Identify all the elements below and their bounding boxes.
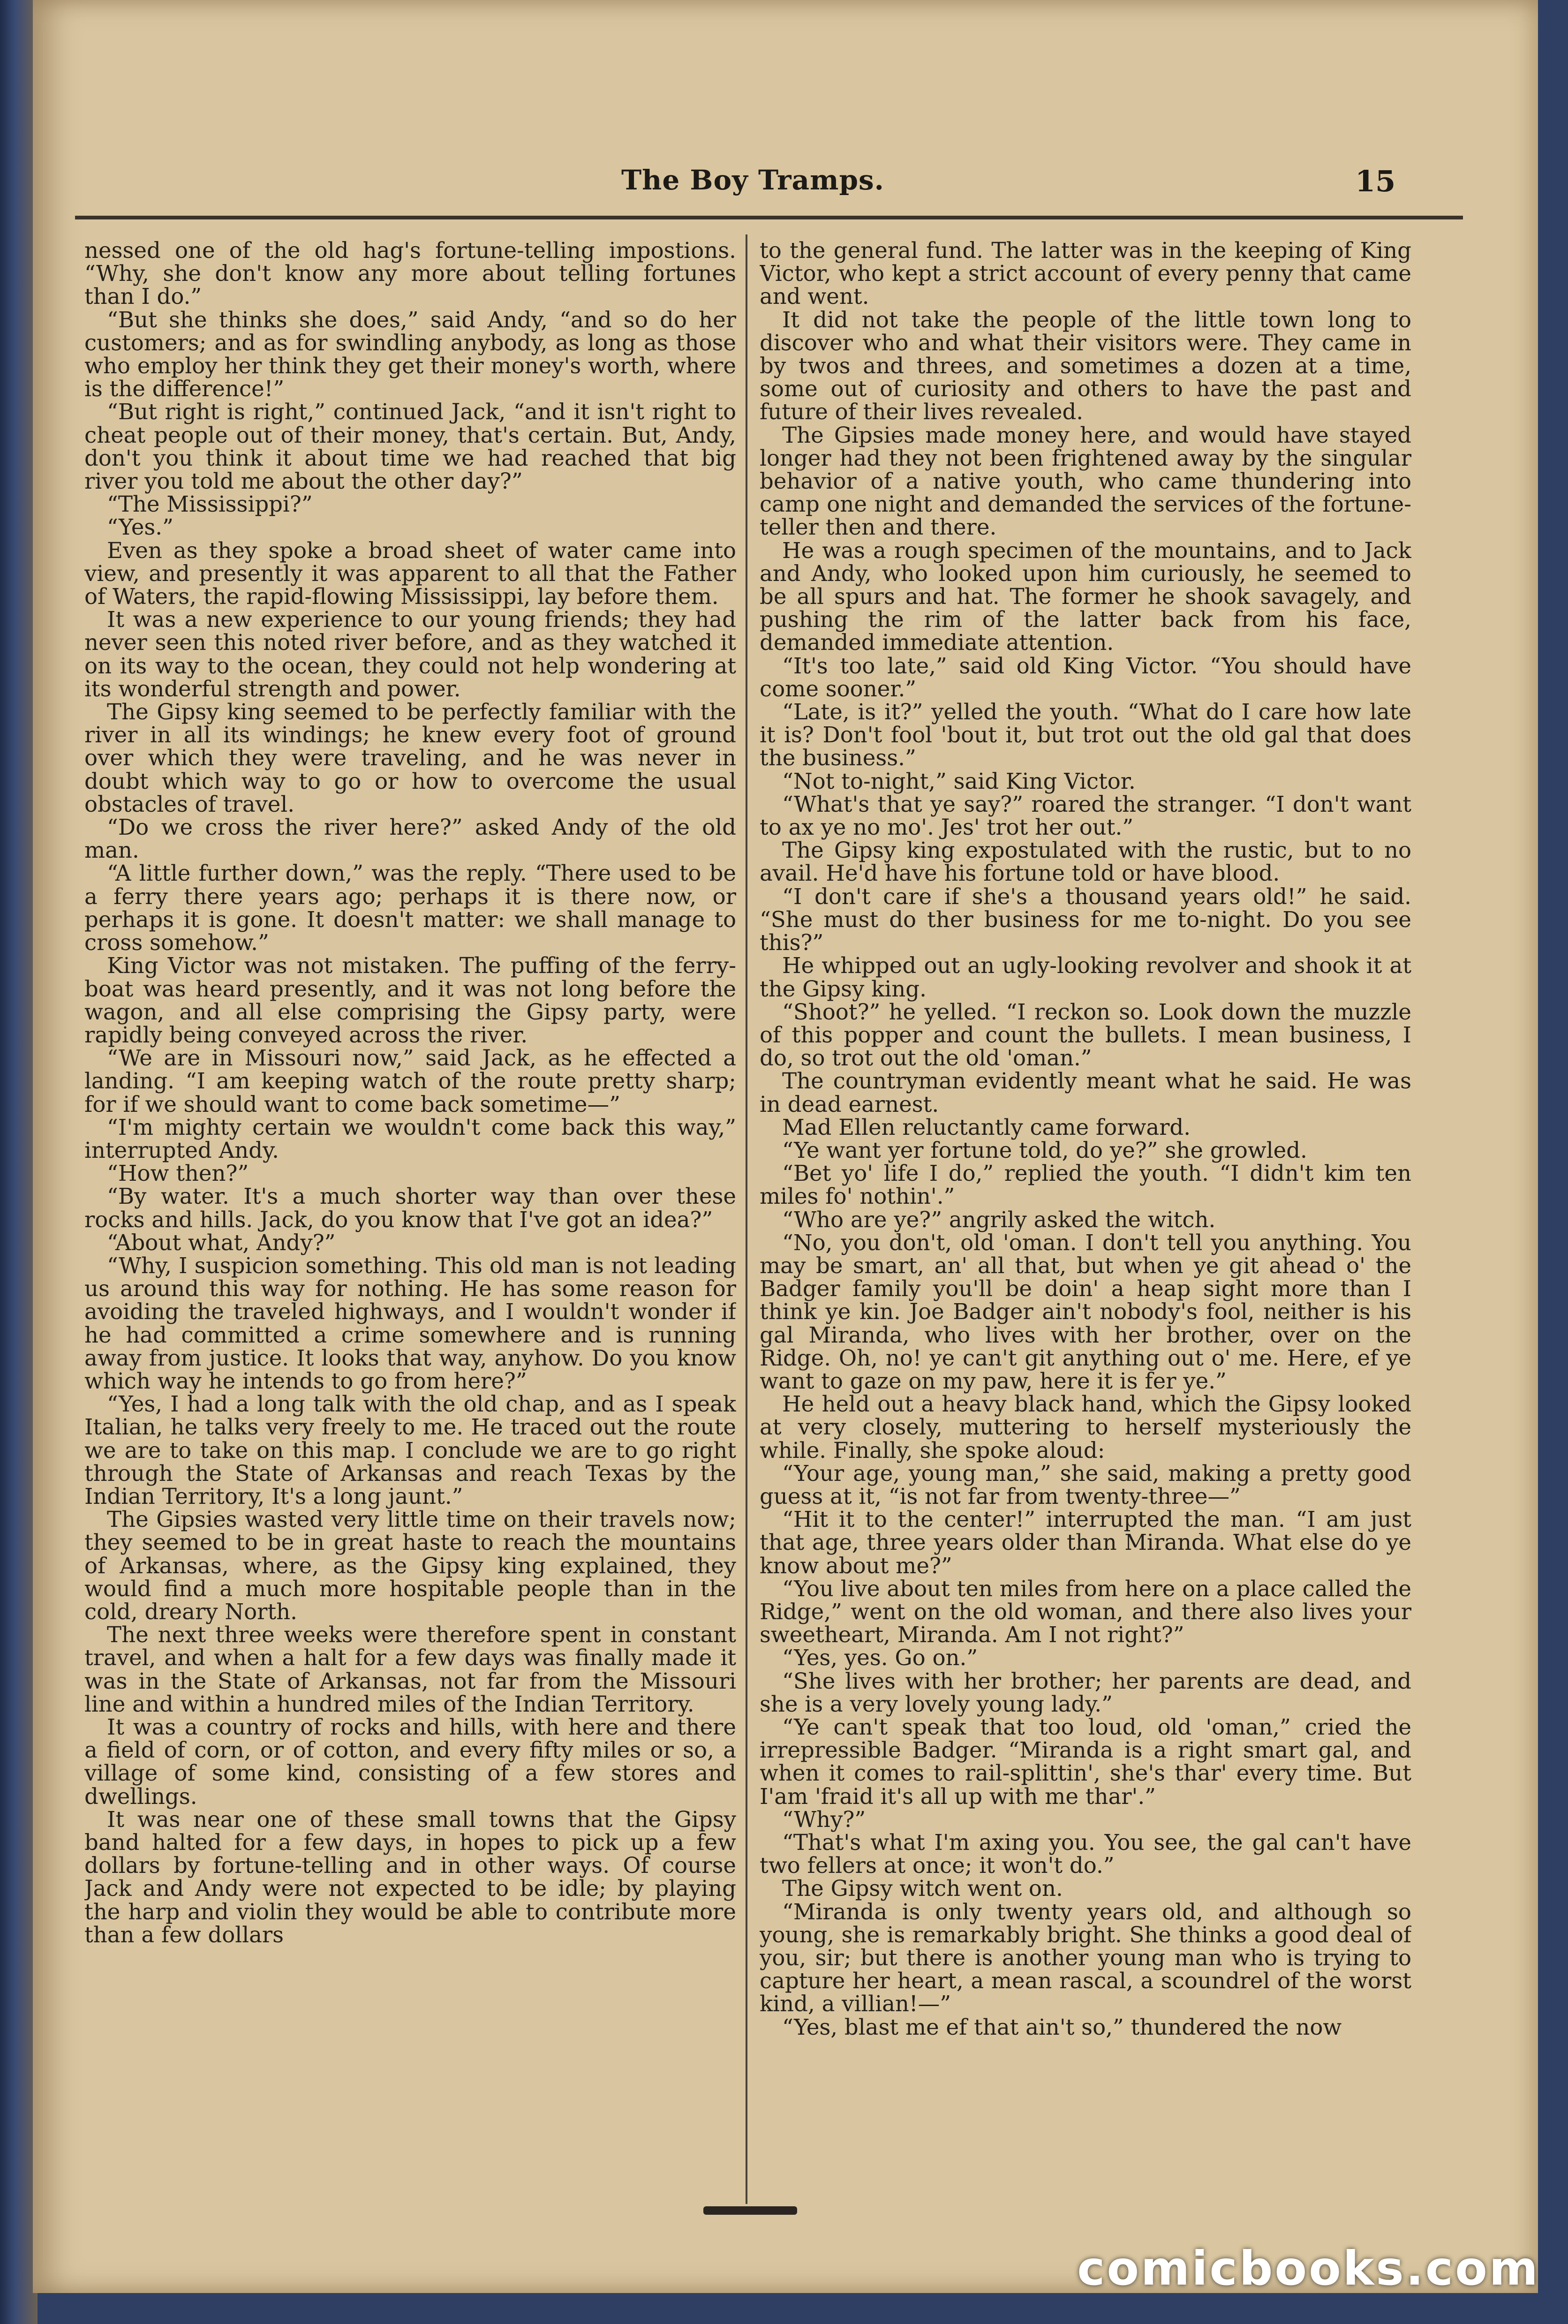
- paragraph: “Late, is it?” yelled the youth. “What do I care how late it is? Don't fool 'bout it, but trot out the old gal that does the business.”: [760, 699, 1411, 771]
- paragraph: “Yes, I had a long talk with the old chap, and as I speak Italian, he talks very freely to me. He traced out the route we are to take on this map. I conclude we are to go right through the State of Arkansas and reach Texas by the Indian Territory, It's a long jaunt.”: [84, 1391, 736, 1509]
- paragraph: The Gipsy king seemed to be perfectly familiar with the river in all its windings; he knew every foot of ground over which they were traveling, and he was never in doubt which way to go or how to overcome the usual obstacles of travel.: [84, 699, 736, 817]
- paragraph: The Gipsies wasted very little time on their travels now; they seemed to be in great haste to reach the mountains of Arkansas, where, as the Gipsy king explained, they would find a much more hospitable people than in the cold, dreary North.: [84, 1507, 736, 1624]
- paragraph: “Yes, blast me ef that ain't so,” thundered the now: [782, 2014, 1342, 2040]
- page-number: 15: [1355, 164, 1396, 198]
- paragraph: He was a rough specimen of the mountains, and to Jack and Andy, who looked upon him curiously, he seemed to be all spurs and hat. The former he shook savagely, and pushing the rim of the latter back from his face, demanded immediate attention.: [760, 537, 1411, 656]
- paragraph: “Not to-night,” said King Victor.: [782, 768, 1136, 794]
- paragraph: to the general fund. The latter was in the keeping of King Victor, who kept a strict account of every penny that came and went.: [760, 239, 1411, 309]
- paragraph: The Gipsies made money here, and would have stayed longer had they not been frightened away by the singular behavior of a native youth, who came thundering into camp one night and demanded the services of the fortune-teller then and there.: [760, 422, 1411, 540]
- paragraph: The Gipsy witch went on.: [782, 1876, 1063, 1901]
- paragraph: “It's too late,” said old King Victor. “You should have come sooner.”: [760, 653, 1411, 702]
- paragraph: “Yes, yes. Go on.”: [782, 1645, 978, 1671]
- paragraph: “Hit it to the center!” interrupted the man. “I am just that age, three years older than Miranda. What else do ye know about me?”: [760, 1507, 1411, 1578]
- paragraph: “The Mississippi?”: [107, 491, 313, 517]
- paragraph: “Yes.”: [107, 514, 173, 540]
- paragraph: “Ye want yer fortune told, do ye?” she growled.: [782, 1137, 1307, 1163]
- paragraph: It was a country of rocks and hills, with here and there a field of corn, or of cotton, and every fifty miles or so, a village of some kind, consisting of a few stores and dwellings.: [84, 1714, 736, 1809]
- paragraph: It did not take the people of the little town long to discover who and what their visitors were. They came in by twos and threes, and sometimes a dozen at a time, some out of curiosity and others to have the past and future of their lives revealed.: [760, 307, 1411, 425]
- paragraph: “You live about ten miles from here on a place called the Ridge,” went on the old woman, and there also lives your sweetheart, Miranda. Am I not right?”: [760, 1576, 1411, 1648]
- paragraph: “Shoot?” he yelled. “I reckon so. Look down the muzzle of this popper and count the bullets. I mean business, I do, so trot out the old 'oman.”: [760, 999, 1411, 1071]
- paragraph: “How then?”: [107, 1161, 249, 1186]
- paragraph: “By water. It's a much shorter way than over these rocks and hills. Jack, do you know that I've got an idea?”: [84, 1184, 736, 1232]
- paragraph: “Miranda is only twenty years old, and although so young, she is remarkably bright. She thinks a good deal of you, sir; but there is another young man who is trying to capture her heart, a mean rascal, a scoundrel of the worst kind, a villian!—”: [760, 1899, 1411, 2017]
- paragraph: “But right is right,” continued Jack, “and it isn't right to cheat people out of their money, that's certain. But, Andy, don't you think it about time we had reached that big river you told me about the other day?”: [84, 399, 736, 494]
- paragraph: “That's what I'm axing you. You see, the gal can't have two fellers at once; it won't do.”: [760, 1830, 1411, 1879]
- paragraph: “A little further down,” was the reply. “There used to be a ferry there years ago; perhaps it is there now, or perhaps it is gone. It doesn't matter: we shall manage to cross somehow.”: [84, 860, 736, 956]
- paragraph: “But she thinks she does,” said Andy, “and so do her customers; and as for swindling anybody, as long as those who employ her think they get their money's worth, where is the difference!”: [84, 307, 736, 402]
- paragraph: “Who are ye?” angrily asked the witch.: [782, 1207, 1216, 1232]
- paragraph: It was a new experience to our young friends; they had never seen this noted river before, and as they watched it on its way to the ocean, they could not help wondering at its wonderful strength and power.: [84, 607, 736, 702]
- paragraph: “Why?”: [782, 1806, 866, 1832]
- paragraph: It was near one of these small towns that the Gipsy band halted for a few days, in hopes to pick up a few dollars by fortune-telling and in other ways. Of course Jack and Andy were not expected to be idle; by playing the harp and violin they would be able to contribute more than a few dollars: [84, 1806, 736, 1947]
- paragraph: Even as they spoke a broad sheet of water came into view, and presently it was apparent to all that the Father of Waters, the rapid-flowing Mississippi, lay before them.: [84, 537, 736, 610]
- paragraph: “What's that ye say?” roared the stranger. “I don't want to ax ye no mo'. Jes' trot her out.”: [760, 791, 1411, 840]
- paragraph: The Gipsy king expostulated with the rustic, but to no avail. He'd have his fortune told or have blood.: [760, 838, 1411, 886]
- site-watermark: comicbooks.com: [1077, 2241, 1540, 2296]
- paragraph: The countryman evidently meant what he said. He was in dead earnest.: [760, 1068, 1411, 1117]
- paragraph: “About what, Andy?”: [107, 1230, 336, 1255]
- paragraph: He held out a heavy black hand, which the Gipsy looked at very closely, muttering to herself mysteriously the while. Finally, she spoke aloud:: [760, 1391, 1411, 1463]
- paragraph: Mad Ellen reluctantly came forward.: [782, 1114, 1191, 1140]
- paragraph: The next three weeks were therefore spent in constant travel, and when a halt for a few days was finally made it was in the State of Arkansas, not far from the Missouri line and within a hundred miles of the Indian Territory.: [84, 1622, 736, 1717]
- paragraph: “She lives with her brother; her parents are dead, and she is a very lovely young lady.”: [760, 1668, 1411, 1717]
- paragraph: “I'm mighty certain we wouldn't come back this way,” interrupted Andy.: [84, 1114, 736, 1163]
- paragraph: “We are in Missouri now,” said Jack, as he effected a landing. “I am keeping watch of the route pretty sharp; for if we should want to come back sometime—”: [84, 1045, 736, 1117]
- header-rule: [75, 216, 1463, 219]
- paragraph: “Your age, young man,” she said, making a pretty good guess at it, “is not far from twenty-three—”: [760, 1460, 1411, 1509]
- paragraph: “Why, I suspicion something. This old man is not leading us around this way for nothing. He has some reason for avoiding the traveled highways, and I wouldn't wonder if he had committed a crime somewhere and is running away from justice. It looks that way, anyhow. Do you know which way he intends to go from here?”: [84, 1253, 736, 1394]
- paragraph: “Bet yo' life I do,” replied the youth. “I didn't kim ten miles fo' nothin'.”: [760, 1161, 1411, 1209]
- paragraph: “No, you don't, old 'oman. I don't tell you anything. You may be smart, an' all that, but when ye git ahead o' the Badger family you'll be doin' a heap sight more than I think ye kin. Joe Badger ain't nobody's fool, neither is his gal Miranda, who lives with her brother, over on the Ridge. Oh, no! ye can't git anything out o' me. Here, ef ye want to gaze on my paw, here it is fer ye.”: [760, 1230, 1411, 1394]
- footer-ornament: [703, 2206, 797, 2215]
- running-title: The Boy Tramps.: [621, 164, 884, 196]
- paragraph: “I don't care if she's a thousand years old!” he said. “She must do ther business for me to-night. Do you see this?”: [760, 883, 1411, 956]
- page-header: [33, 155, 1538, 216]
- book-spine: [0, 0, 38, 2324]
- paragraph: “Do we cross the river here?” asked Andy of the old man.: [84, 815, 736, 863]
- paragraph: “Ye can't speak that too loud, old 'oman,” cried the irrepressible Badger. “Miranda is a right smart gal, and when it comes to rail-splittin', she's thar' every time. But I'am 'fraid it's all up with me thar'.”: [760, 1714, 1411, 1809]
- left-column: [84, 239, 736, 2199]
- paragraph: nessed one of the old hag's fortune-telling impostions. “Why, she don't know any more about telling fortunes than I do.”: [84, 239, 736, 309]
- paragraph: He whipped out an ugly-looking revolver and shook it at the Gipsy king.: [760, 953, 1411, 1002]
- paragraph: King Victor was not mistaken. The puffing of the ferry-boat was heard presently, and it was not long before the wagon, and all else comprising the Gipsy party, were rapidly being conveyed across the river.: [84, 953, 736, 1048]
- right-column: [760, 239, 1411, 2199]
- column-divider: [746, 234, 747, 2204]
